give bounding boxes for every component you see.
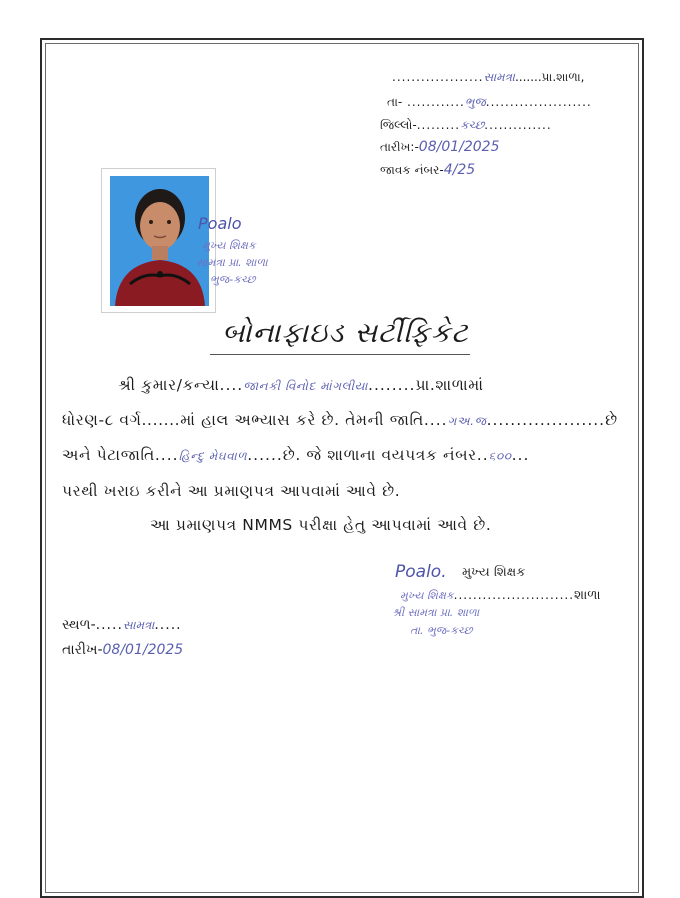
signature-stamp-line1: મુખ્ય શિક્ષક [400, 589, 454, 602]
footer-date-label: તારીખ- [62, 642, 103, 658]
signature-stamp-line3: તા. ભુજ-કચ્છ [410, 624, 473, 637]
footer-place-label: સ્થળ- [62, 617, 96, 633]
header-taluka-label: તા- [387, 95, 403, 109]
header-outward-value: 4/25 [443, 162, 476, 178]
header-district-line: જિલ્લો-.........કચ્છ.............. [380, 118, 552, 132]
title-underline [210, 354, 470, 355]
body-line2-lead: ધોરણ-૮ વર્ગ.......માં હાલ અભ્યાસ કરે છે. તેમની જાતિ [62, 411, 424, 429]
certificate-title: બોનાફાઇડ સર્ટીફિકેટ [222, 316, 469, 349]
header-outward-line [380, 162, 475, 178]
photo-stamp-signature: Poalo [198, 214, 242, 233]
register-number: ૬૦૦ [488, 449, 512, 463]
principal-role-label: મુખ્ય શિક્ષક [462, 565, 526, 580]
body-line-1: શ્રી કુમાર/કન્યા....જાનકી વિનોદ માંગલીયા........પ્રા.શાળામાં [118, 376, 484, 394]
header-taluka-value: ભુજ [464, 95, 486, 109]
footer-place-value: સામત્રા [122, 618, 155, 632]
body-line-5: આ પ્રમાણપત્ર NMMS પરીક્ષા હેતુ આપવામાં આવે છે. [150, 516, 492, 534]
photo-stamp-line2: સામત્રા પ્રા. શાળા [196, 256, 268, 269]
student-photo [101, 168, 216, 313]
body-line-4: પરથી ખરાઇ કરીને આ પ્રમાણપત્ર આપવામાં આવે છે. [62, 482, 401, 500]
signature-school-suffix: શાળા [574, 588, 601, 603]
student-name: જાનકી વિનોદ માંગલીયા [243, 379, 369, 393]
body-line3-mid: છે. જે શાળાના વયપત્રક નંબર [282, 446, 477, 464]
caste-value: ગઅ.જ [447, 414, 487, 428]
header-date-line [380, 139, 499, 155]
footer-place-line: સ્થળ-.....સામત્રા..... [62, 617, 182, 633]
photo-stamp-line3: ભુજ-કચ્છ [210, 273, 256, 286]
header-outward-label: જાવક નંબર- [380, 163, 444, 177]
header-school-prefix: ................... [392, 70, 484, 84]
header-school-suffix: .......પ્રા.શાળા, [514, 70, 585, 84]
header-district-label: જિલ્લો- [380, 118, 417, 132]
photo-stamp-line1: મુખ્ય શિક્ષક [202, 239, 256, 252]
body-line1-lead: શ્રી કુમાર/કન્યા [118, 376, 220, 394]
body-line-2: ધોરણ-૮ વર્ગ.......માં હાલ અભ્યાસ કરે છે. તેમની જાતિ....ગઅ.જ....................છે [62, 411, 618, 429]
student-photo-image [110, 176, 209, 306]
body-line1-tail: પ્રા.શાળામાં [415, 376, 484, 394]
signature-stamp-line2: શ્રી સામત્રા પ્રા. શાળા [392, 606, 480, 619]
body-line3-lead: અને પેટાજાતિ [62, 446, 155, 464]
footer-date-line [62, 642, 183, 658]
signature-school-line: મુખ્ય શિક્ષક.........................શાળા [400, 588, 601, 603]
principal-signature: Poalo. [395, 562, 447, 582]
header-school-name: સામત્રા [483, 70, 515, 84]
header-district-value: કચ્છ [460, 118, 485, 132]
subcaste-value: હિન્દુ મેઘવાળ [178, 449, 248, 463]
header-date-value: 08/01/2025 [418, 139, 500, 155]
header-taluka-line: તા- ............ભુજ...................... [387, 95, 592, 109]
body-line2-tail: છે [605, 411, 618, 429]
header-date-label: તારીખ:- [380, 140, 419, 154]
header-school-line [392, 70, 585, 85]
student-portrait-illustration [110, 176, 209, 306]
footer-date-value: 08/01/2025 [102, 642, 184, 658]
body-line-3: અને પેટાજાતિ....હિન્દુ મેઘવાળ......છે. જે શાળાના વયપત્રક નંબર..૬૦૦... [62, 446, 530, 464]
